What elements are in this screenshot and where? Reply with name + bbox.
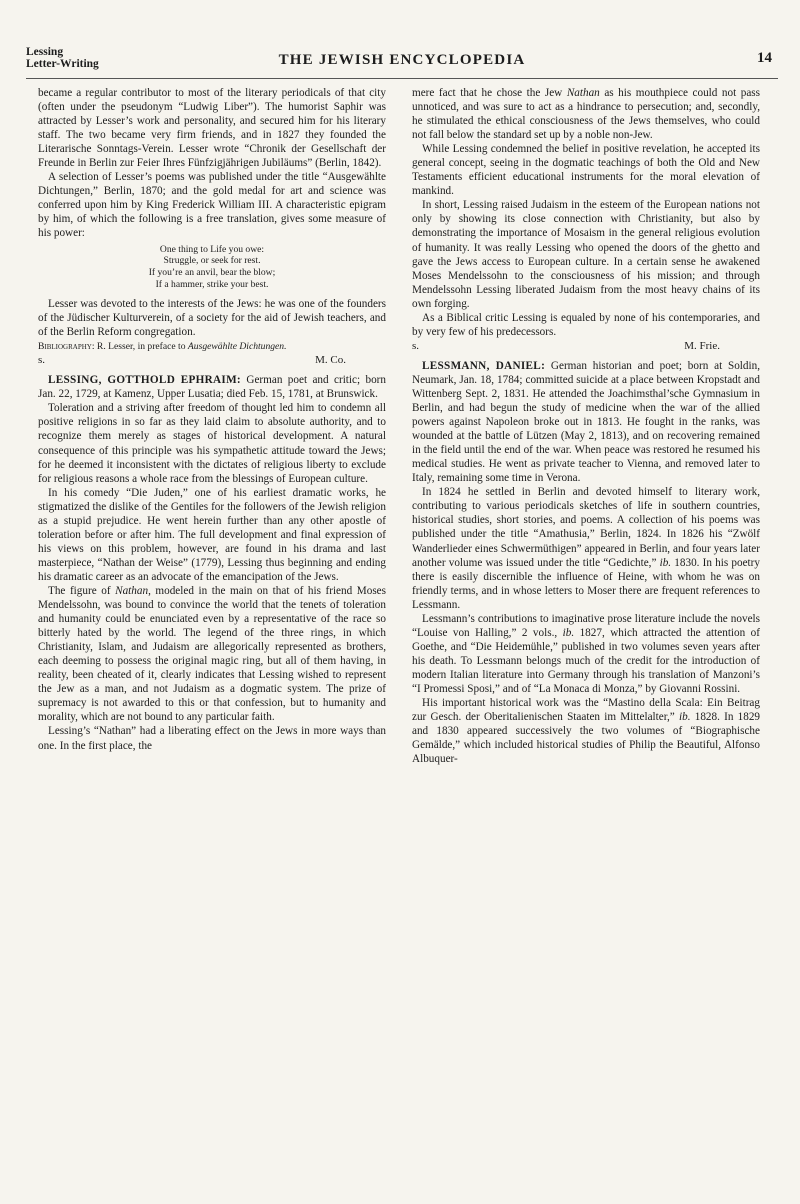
page-number: 14 (757, 50, 772, 66)
paragraph: became a regular contributor to most of the literary periodicals of that city (often under the pseudonym “Ludwig Liber”). The humorist Saphir was attracted by Lesser’s work and personality, and secured him for his literary staff. The two became very firm friends, and in 1827 they founded the Literarische Sonntags-Verein. Lesser wrote “Chronik der Gesellschaft der Freunde in Berlin zur Feier Ihres Fünfzigjährigen Jubiläums” (Berlin, 1842). (38, 87, 386, 170)
page-header (26, 44, 778, 80)
paragraph: In short, Lessing raised Judaism in the esteem of the European nations not only by showing its close connection with Christianity, but also by demonstrating the importance of Mosaism in the general religious evolution of humanity. It was really Lessing who opened the doors of the ghetto and gave the Jews access to European culture. In a certain sense he awakened Moses Mendelssohn to the consciousness of his mission; and through Mendelssohn Lessing liberated Judaism from the most heavy chains of its own forging. (412, 199, 760, 310)
page-title: THE JEWISH ENCYCLOPEDIA (278, 52, 526, 68)
paragraph: In his comedy “Die Juden,” one of his earliest dramatic works, he stigmatized the dislike of the Gentiles for the followers of the Jewish religion as a stupid prejudice. He went herein further than any other apostle of toleration before or after him. The full development and final expression of his views on this problem, however, are found in his drama and last masterpiece, “Nathan der Weise” (1779), Lessing thus beginning and ending his dramatic career as an advocate of the emancipation of the Jews. (38, 486, 386, 583)
paragraph: Lesser was devoted to the interests of the Jews: he was one of the founders of the Jüdischer Kulturverein, of a society for the aid of Jewish teachers, and of the Berlin Reform congregation. (38, 297, 386, 338)
signature-code: s. (412, 339, 420, 352)
italic-abbrev: ib. (659, 556, 672, 569)
italic-abbrev: ib. (562, 626, 575, 639)
signature-line (412, 339, 760, 353)
left-column (38, 86, 386, 1186)
epigram (38, 244, 386, 291)
bibliography-label: Bibliography: (38, 340, 95, 352)
paragraph (412, 612, 760, 696)
paragraph: Lessing’s “Nathan” had a liberating effect on the Jews in more ways than one. In the first place, the (38, 725, 386, 752)
text-run: 1828. In 1829 and 1830 appeared successively the two volumes of “Biographische Gemälde,” which included historical studies of Philip the Beautiful, Alfonso Albuquer- (412, 711, 761, 766)
article-entry (38, 373, 386, 401)
text-run: Lessmann’s contributions to imaginative prose literature include the novels “Louise von Halling,” 2 vols., (412, 612, 760, 639)
epigram-line: If a hammer, strike your best. (155, 278, 269, 290)
paragraph: A selection of Lesser’s poems was published under the title “Ausgewählte Dichtungen,” Berlin, 1870; and the gold medal for art and science was conferred upon him by King Frederick William III. A characteristic epigram by him, of which the following is a free translation, gives some measure of his power: (38, 171, 386, 240)
text-run: 1827, which attracted the attention of Goethe, and “Die Heidemühle,” published in two volumes seven years after his death. To Lessmann belongs much of the credit for the introduction of modern Italian literature into Germany through his translation of Manzoni’s “I Promessi Sposi,” and of “La Monaca di Monza,” by Giovanni Rossini. (412, 626, 760, 695)
article-entry (412, 359, 760, 485)
entry-title: LESSING, GOTTHOLD EPHRAIM: (48, 374, 241, 387)
text-run: In 1824 he settled in Berlin and devoted himself to literary work, contributing to various periodicals sketches of life in southern countries, historical studies, short stories, and poems. A collection of his poems was published under the title “Amathusia,” Berlin, 1824. In 1826 his “Zwölf Wanderlieder eines Schwermüthigen” appeared in Berlin, and four years later another volume was issued under the title “Gedichte,” (412, 486, 760, 569)
paragraph (412, 86, 760, 142)
epigram-line: If you’re an anvil, bear the blow; (148, 267, 276, 279)
text-run: mere fact that he chose the Jew (412, 87, 563, 99)
epigram-line: One thing to Life you owe: (159, 243, 265, 255)
text-run: The figure of (48, 585, 111, 597)
text-run: His important historical work was the “Mastino della Scala: Ein Beitrag zur Gesch. der Oberitalienischen Staaten im Mittelalter,” (412, 697, 760, 724)
running-head-last-word: Letter-Writing (26, 58, 99, 70)
right-column (412, 86, 760, 1186)
signature-line (38, 353, 386, 367)
author-initials: M. Co. (315, 354, 346, 367)
bibliography (38, 341, 386, 353)
epigram-line: Struggle, or seek for rest. (163, 255, 261, 267)
italic-abbrev: ib. (679, 711, 691, 724)
bibliography-text: R. Lesser, in preface to (96, 340, 186, 352)
running-head-first-word: Lessing (26, 46, 64, 58)
text-run: as his mouthpiece could not pass unnoticed, and was sure to act as a hindrance to persecution; and, secondly, he stimulated the ethical consciousness of the Jews themselves, who could not fall below the standard set up by a noble non-Jew. (412, 87, 761, 142)
paragraph (38, 584, 386, 724)
bibliography-title: Ausgewählte Dichtungen. (187, 340, 287, 352)
text-run: , modeled in the main on that of his friend Moses Mendelssohn, was bound to convince the world that the tenets of toleration and humanity could be enunciated even by a representative of the race so bitterly hated by the world. The legend of the three rings, in which Christianity, Islam, and Judaism are allegorically represented as brothers, each deeming to possess the original magic ring, but all of them having, in reality, been cheated of it, clearly indicates that Lessing wished to represent the Jew as a man, and not Judaism as a dogmatic system. The prize of supremacy is not awarded to this or that confession, but to humanity and morality, which are not bound to any particular faith. (38, 585, 386, 724)
entry-intro: German poet and critic; born Jan. 22, 1729, at Kamenz, Upper Lusatia; died Feb. 15, 1781, at Brunswick. (38, 374, 387, 401)
entry-title: LESSMANN, DANIEL: (422, 359, 546, 372)
signature-code: s. (38, 354, 46, 367)
italic-term: Nathan (115, 585, 149, 597)
paragraph: While Lessing condemned the belief in positive revelation, he accepted its general concept, seeing in the dogmatic teachings of both the Old and New Testaments efficient educational instruments for the moral elevation of mankind. (412, 143, 760, 198)
paragraph (412, 696, 760, 766)
paragraph: Toleration and a striving after freedom of thought led him to condemn all positive religions in so far as they laid claim to absolute authority, and to recognize them merely as stages of historical development. A natural consequence of this principle was his sympathetic attitude toward the Jews; for he deemed it inconsistent with the dictates of religious liberty to exclude for religious reasons a whole race from the blessings of European culture. (38, 402, 386, 485)
paragraph: As a Biblical critic Lessing is equaled by none of his contemporaries, and by very few of his predecessors. (412, 311, 760, 338)
author-initials: M. Frie. (684, 339, 720, 352)
header-rule (26, 78, 778, 79)
paragraph (412, 485, 760, 611)
entry-intro: German historian and poet; born at Soldin, Neumark, Jan. 18, 1784; committed suicide at a place between Kropstadt and Wittenberg Sept. 2, 1831. He attended the Joachimsthal’sche Gymnasium in Berlin, and had begun the study of medicine when the war of the allied powers against Napoleon broke out in 1813. He fought in the ranks, was wounded at the battle of Lützen (May 2, 1813), and on recovering remained in the field until the end of the war. When peace was restored he resumed his medical studies. He went as private teacher to Vienna, and removed later to Italy, remaining some time in Verona. (412, 359, 760, 485)
text-run: 1830. In his poetry there is easily discernible the influence of Heine, with whom he was on friendly terms, and in whose letters to Moser there are frequent references to Lessmann. (412, 556, 760, 611)
italic-term: Nathan (566, 87, 600, 99)
